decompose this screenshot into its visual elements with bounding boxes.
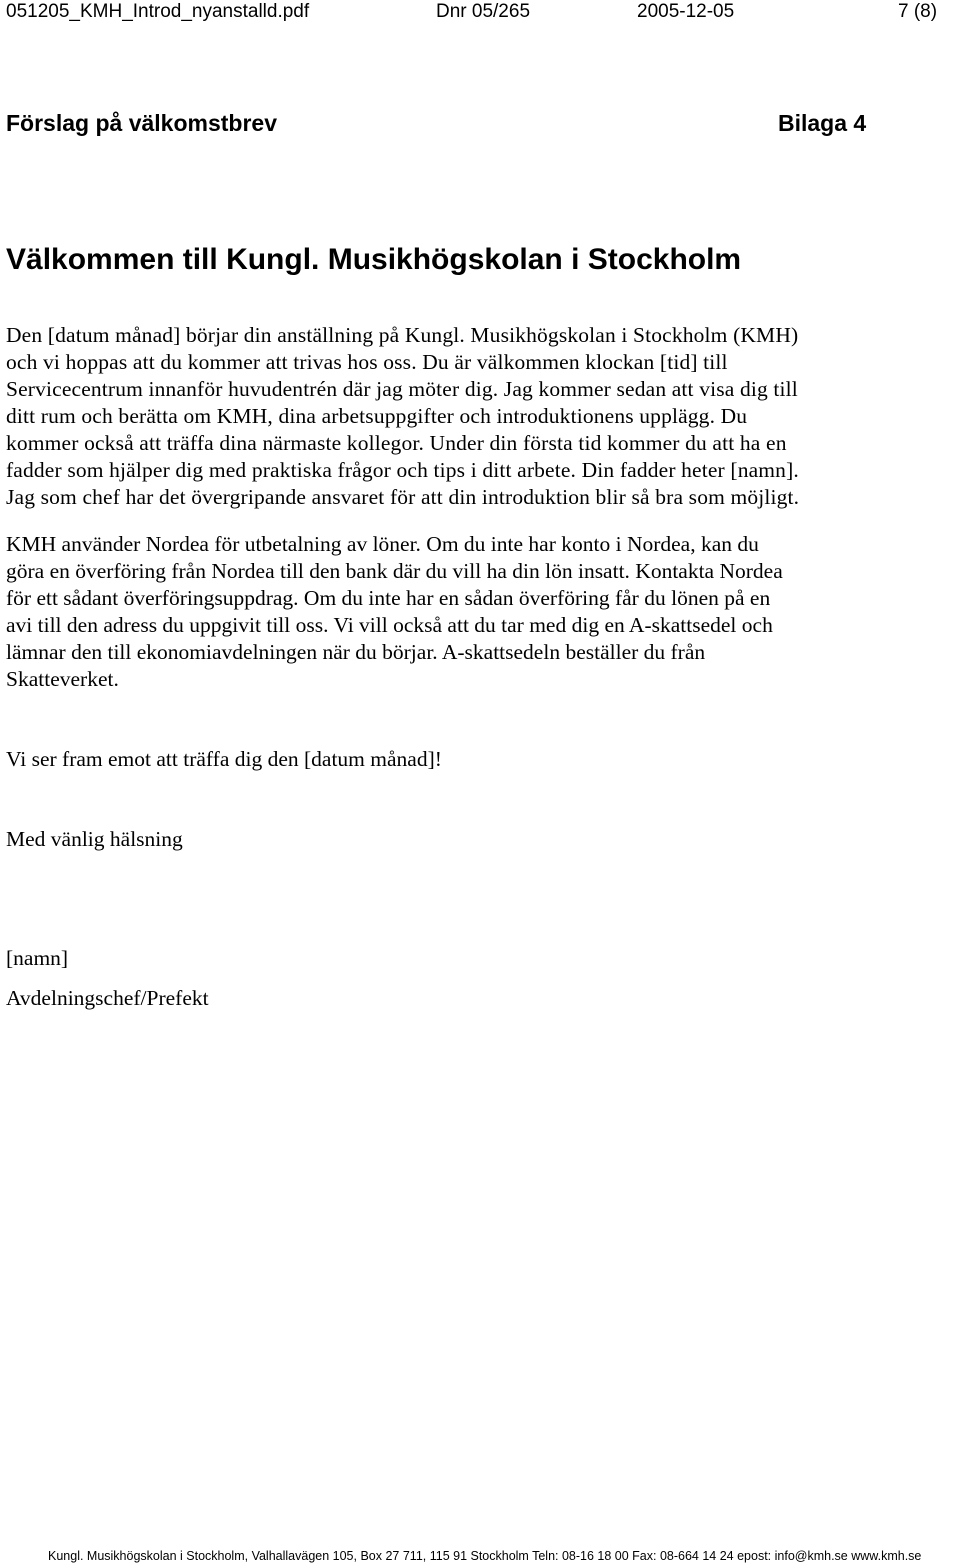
signature-role: Avdelningschef/Prefekt (6, 986, 209, 1010)
paragraph-line: fadder som hjälper dig med praktiska frågor och tips i ditt arbete. Din fadder heter [namn]. (6, 458, 799, 482)
paragraph-line: ditt rum och berätta om KMH, dina arbetsuppgifter och introduktionens upplägg. Du (6, 404, 748, 428)
page-title: Förslag på välkomstbrev (6, 110, 277, 136)
paragraph-line: Jag som chef har det övergripande ansvaret för att din introduktion blir så bra som möjligt. (6, 485, 800, 509)
document-filename: 051205_KMH_Introd_nyanstalld.pdf (6, 1, 310, 22)
page-footer: Kungl. Musikhögskolan i Stockholm, Valhallavägen 105, Box 27 711, 115 91 Stockholm Teln: 08-16 18 00 Fax: 08-664 14 24 epost: info@kmh.se www.kmh.se (48, 1549, 922, 1563)
document-dnr: Dnr 05/265 (436, 1, 531, 22)
paragraph-line: KMH använder Nordea för utbetalning av löner. Om du inte har konto i Nordea, kan du (6, 532, 759, 556)
page-number: 7 (8) (898, 1, 938, 22)
signature-name: [namn] (6, 946, 69, 970)
paragraph-line: göra en överföring från Nordea till den bank där du vill ha din lön insatt. Kontakta Nordea (6, 559, 783, 583)
document-date: 2005-12-05 (637, 1, 735, 22)
paragraph-line: lämnar den till ekonomiavdelningen när du börjar. A-skattsedeln beställer du från (6, 640, 706, 664)
letter-heading: Välkommen till Kungl. Musikhögskolan i Stockholm (6, 243, 742, 276)
attachment-label: Bilaga 4 (778, 110, 867, 136)
closing-sentence: Vi ser fram emot att träffa dig den [datum månad]! (6, 747, 442, 771)
paragraph-line: och vi hoppas att du kommer att trivas hos oss. Du är välkommen klockan [tid] till (6, 350, 728, 374)
greeting: Med vänlig hälsning (6, 827, 183, 851)
paragraph-line: kommer också att träffa dina närmaste kollegor. Under din första tid kommer du att ha en (6, 431, 787, 455)
paragraph-line: för ett sådant överföringsuppdrag. Om du inte har en sådan överföring får du lönen på en (6, 586, 771, 610)
paragraph-line: avi till den adress du uppgivit till oss. Vi vill också att du tar med dig en A-skattsedel och (6, 613, 773, 637)
paragraph-line: Skatteverket. (6, 667, 119, 691)
paragraph-line: Den [datum månad] börjar din anställning på Kungl. Musikhögskolan i Stockholm (KMH) (6, 323, 799, 347)
paragraph-line: Servicecentrum innanför huvudentrén där jag möter dig. Jag kommer sedan att visa dig till (6, 377, 798, 401)
